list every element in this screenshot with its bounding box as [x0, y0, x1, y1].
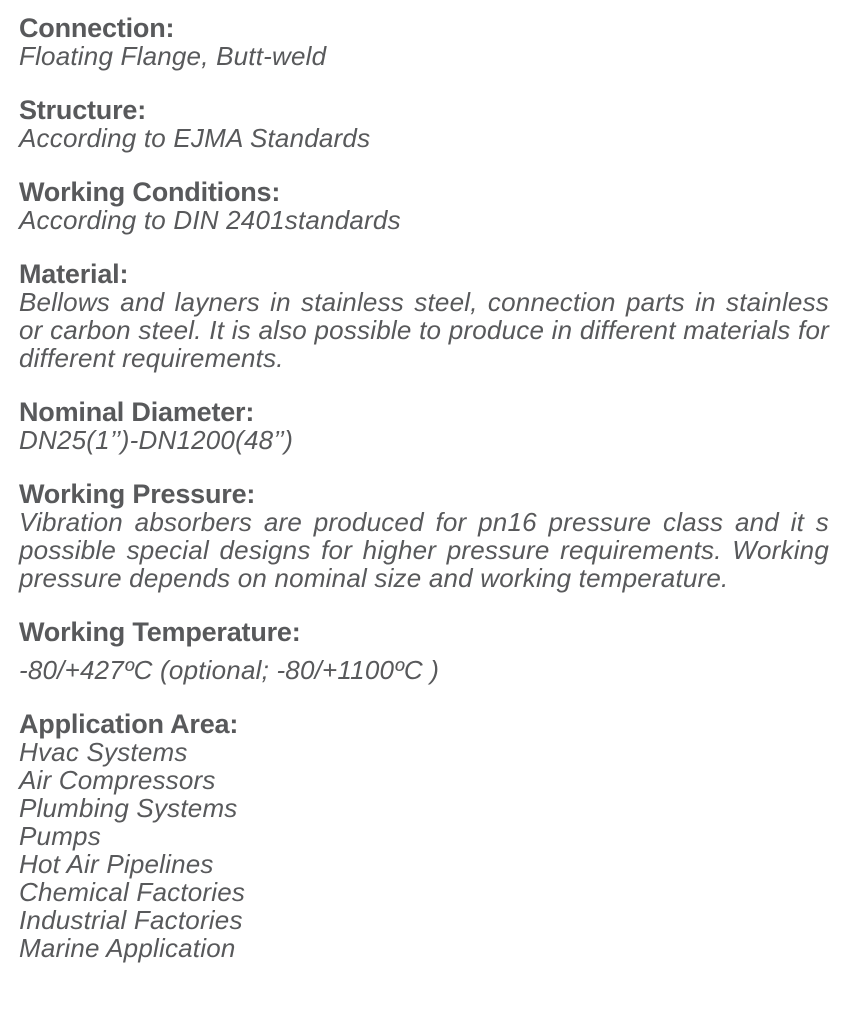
list-item: Industrial Factories	[19, 905, 243, 935]
list-item: Hot Air Pipelines	[19, 849, 214, 879]
working-temperature-value: -80/+427ºC (optional; -80/+1100ºC )	[19, 655, 440, 685]
working-conditions-value: According to DIN 2401standards	[19, 205, 401, 235]
application-area-section	[19, 710, 829, 962]
material-value: Bellows and layners in stainless steel, connection parts in stainless or carbon steel. It is also possible to produce in different materials for different requirements.	[19, 287, 829, 373]
structure-section	[19, 96, 829, 152]
nominal-diameter-section	[19, 398, 829, 454]
list-item: Chemical Factories	[19, 877, 246, 907]
connection-value: Floating Flange, Butt-weld	[19, 41, 327, 71]
connection-section	[19, 14, 829, 70]
application-area-list	[19, 738, 829, 962]
working-conditions-heading: Working Conditions:	[19, 177, 281, 207]
nominal-diameter-value: DN25(1’’)-DN1200(48’’)	[19, 425, 294, 455]
list-item: Air Compressors	[19, 765, 216, 795]
structure-value: According to EJMA Standards	[19, 123, 371, 153]
structure-heading: Structure:	[19, 95, 147, 125]
working-pressure-heading: Working Pressure:	[19, 479, 256, 509]
working-pressure-section	[19, 480, 829, 592]
list-item: Marine Application	[19, 933, 236, 963]
working-temperature-section	[19, 618, 829, 684]
spec-sheet	[19, 14, 829, 988]
application-area-heading: Application Area:	[19, 709, 239, 739]
nominal-diameter-heading: Nominal Diameter:	[19, 397, 255, 427]
working-temperature-heading: Working Temperature:	[19, 617, 301, 647]
connection-heading: Connection:	[19, 13, 175, 43]
working-conditions-section	[19, 178, 829, 234]
list-item: Pumps	[19, 821, 101, 851]
material-heading: Material:	[19, 259, 129, 289]
material-section	[19, 260, 829, 372]
working-pressure-value: Vibration absorbers are produced for pn16 pressure class and it s possible special designs for higher pressure requirements. Working pressure depends on nominal size and working temperature.	[19, 507, 829, 593]
list-item: Hvac Systems	[19, 737, 188, 767]
list-item: Plumbing Systems	[19, 793, 238, 823]
